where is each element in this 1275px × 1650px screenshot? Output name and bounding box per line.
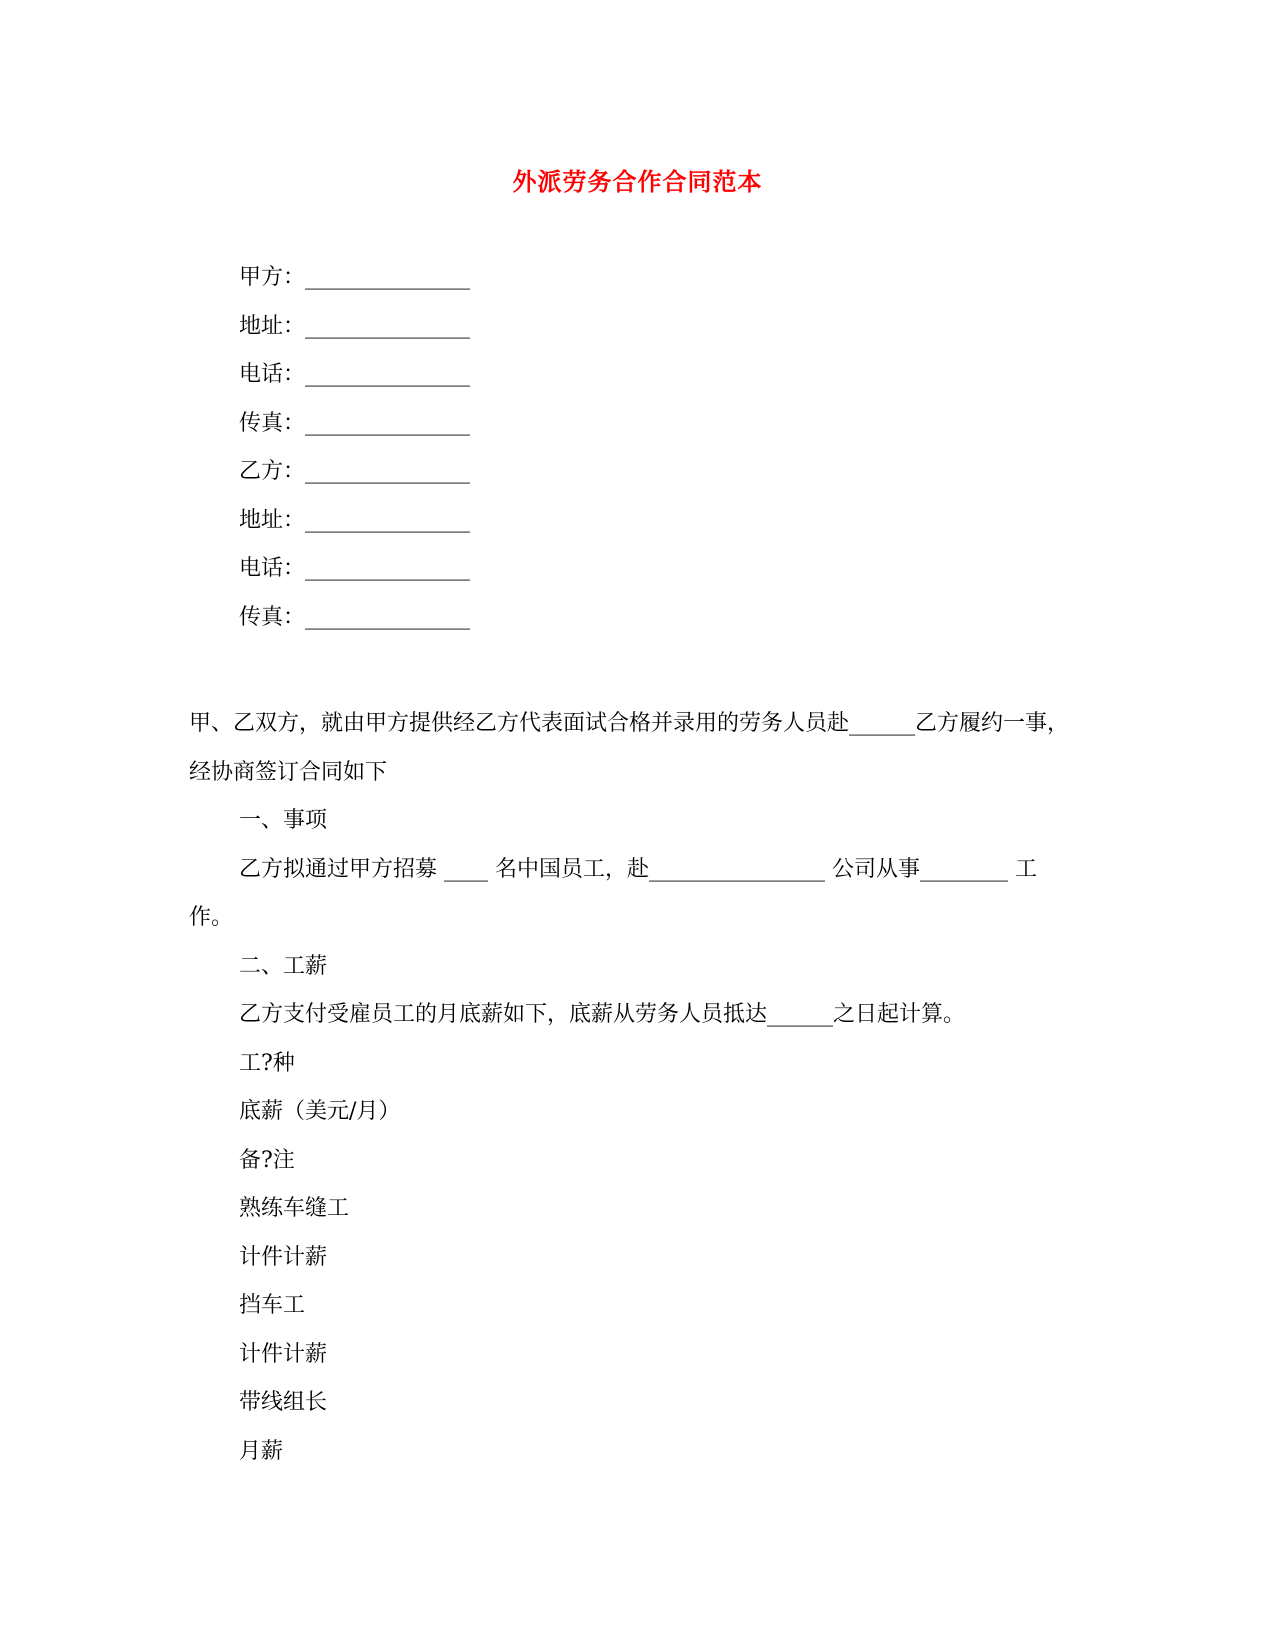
party-b-phone-line — [239, 553, 939, 602]
party-a-phone-line — [239, 359, 939, 408]
section-1-text: 乙方拟通过甲方招募 ____ 名中国员工，赴________________ 公司从事________ 工作。 — [189, 856, 1037, 930]
field-label: 传真： — [239, 604, 306, 630]
party-a-fax-line — [239, 408, 939, 457]
blank-line: _______________ — [305, 459, 471, 484]
party-b-name-line — [239, 456, 939, 505]
field-label: 电话： — [239, 556, 306, 581]
contract-body — [189, 700, 1079, 1476]
table-item-machine-operator: 挡车工 — [239, 1293, 306, 1318]
table-item-job-type: 工?种 — [239, 1050, 295, 1076]
intro-paragraph: 甲、乙双方，就由甲方提供经乙方代表面试合格并录用的劳务人员赴______乙方履约一事，经协商签订合同如下 — [189, 711, 1070, 785]
section-2-text: 乙方支付受雇员工的月底薪如下，底薪从劳务人员抵达______之日起计算。 — [239, 1002, 966, 1027]
party-b-address-line — [239, 505, 939, 554]
blank-line: _______________ — [305, 265, 471, 290]
blank-line: _______________ — [305, 362, 471, 387]
field-label: 电话： — [239, 362, 306, 387]
section-2-heading: 二、工薪 — [239, 953, 328, 979]
table-item-remarks: 备?注 — [239, 1147, 295, 1173]
table-item-skilled-sewer: 熟练车缝工 — [239, 1196, 350, 1221]
party-b-fax-line — [239, 602, 939, 651]
field-label: 地址： — [239, 313, 306, 339]
field-label: 传真： — [239, 410, 306, 436]
blank-line: _______________ — [305, 604, 471, 630]
field-label: 甲方： — [239, 265, 306, 290]
table-item-piece-rate-1: 计件计薪 — [239, 1244, 328, 1270]
table-item-monthly-salary: 月薪 — [239, 1438, 284, 1464]
section-1-heading: 一、事项 — [239, 808, 328, 833]
field-label: 地址： — [239, 507, 306, 533]
table-item-base-salary: 底薪（美元/月） — [239, 1099, 401, 1124]
party-a-address-line — [239, 311, 939, 360]
party-info-block — [239, 262, 939, 650]
document-title: 外派劳务合作合同范本 — [512, 167, 763, 196]
table-item-line-leader: 带线组长 — [239, 1390, 328, 1415]
blank-line: _______________ — [305, 507, 471, 533]
party-a-name-line — [239, 262, 939, 311]
blank-line: _______________ — [305, 556, 471, 581]
table-item-piece-rate-2: 计件计薪 — [239, 1341, 328, 1367]
blank-line: _______________ — [305, 313, 471, 339]
blank-line: _______________ — [305, 410, 471, 436]
field-label: 乙方： — [239, 459, 306, 484]
